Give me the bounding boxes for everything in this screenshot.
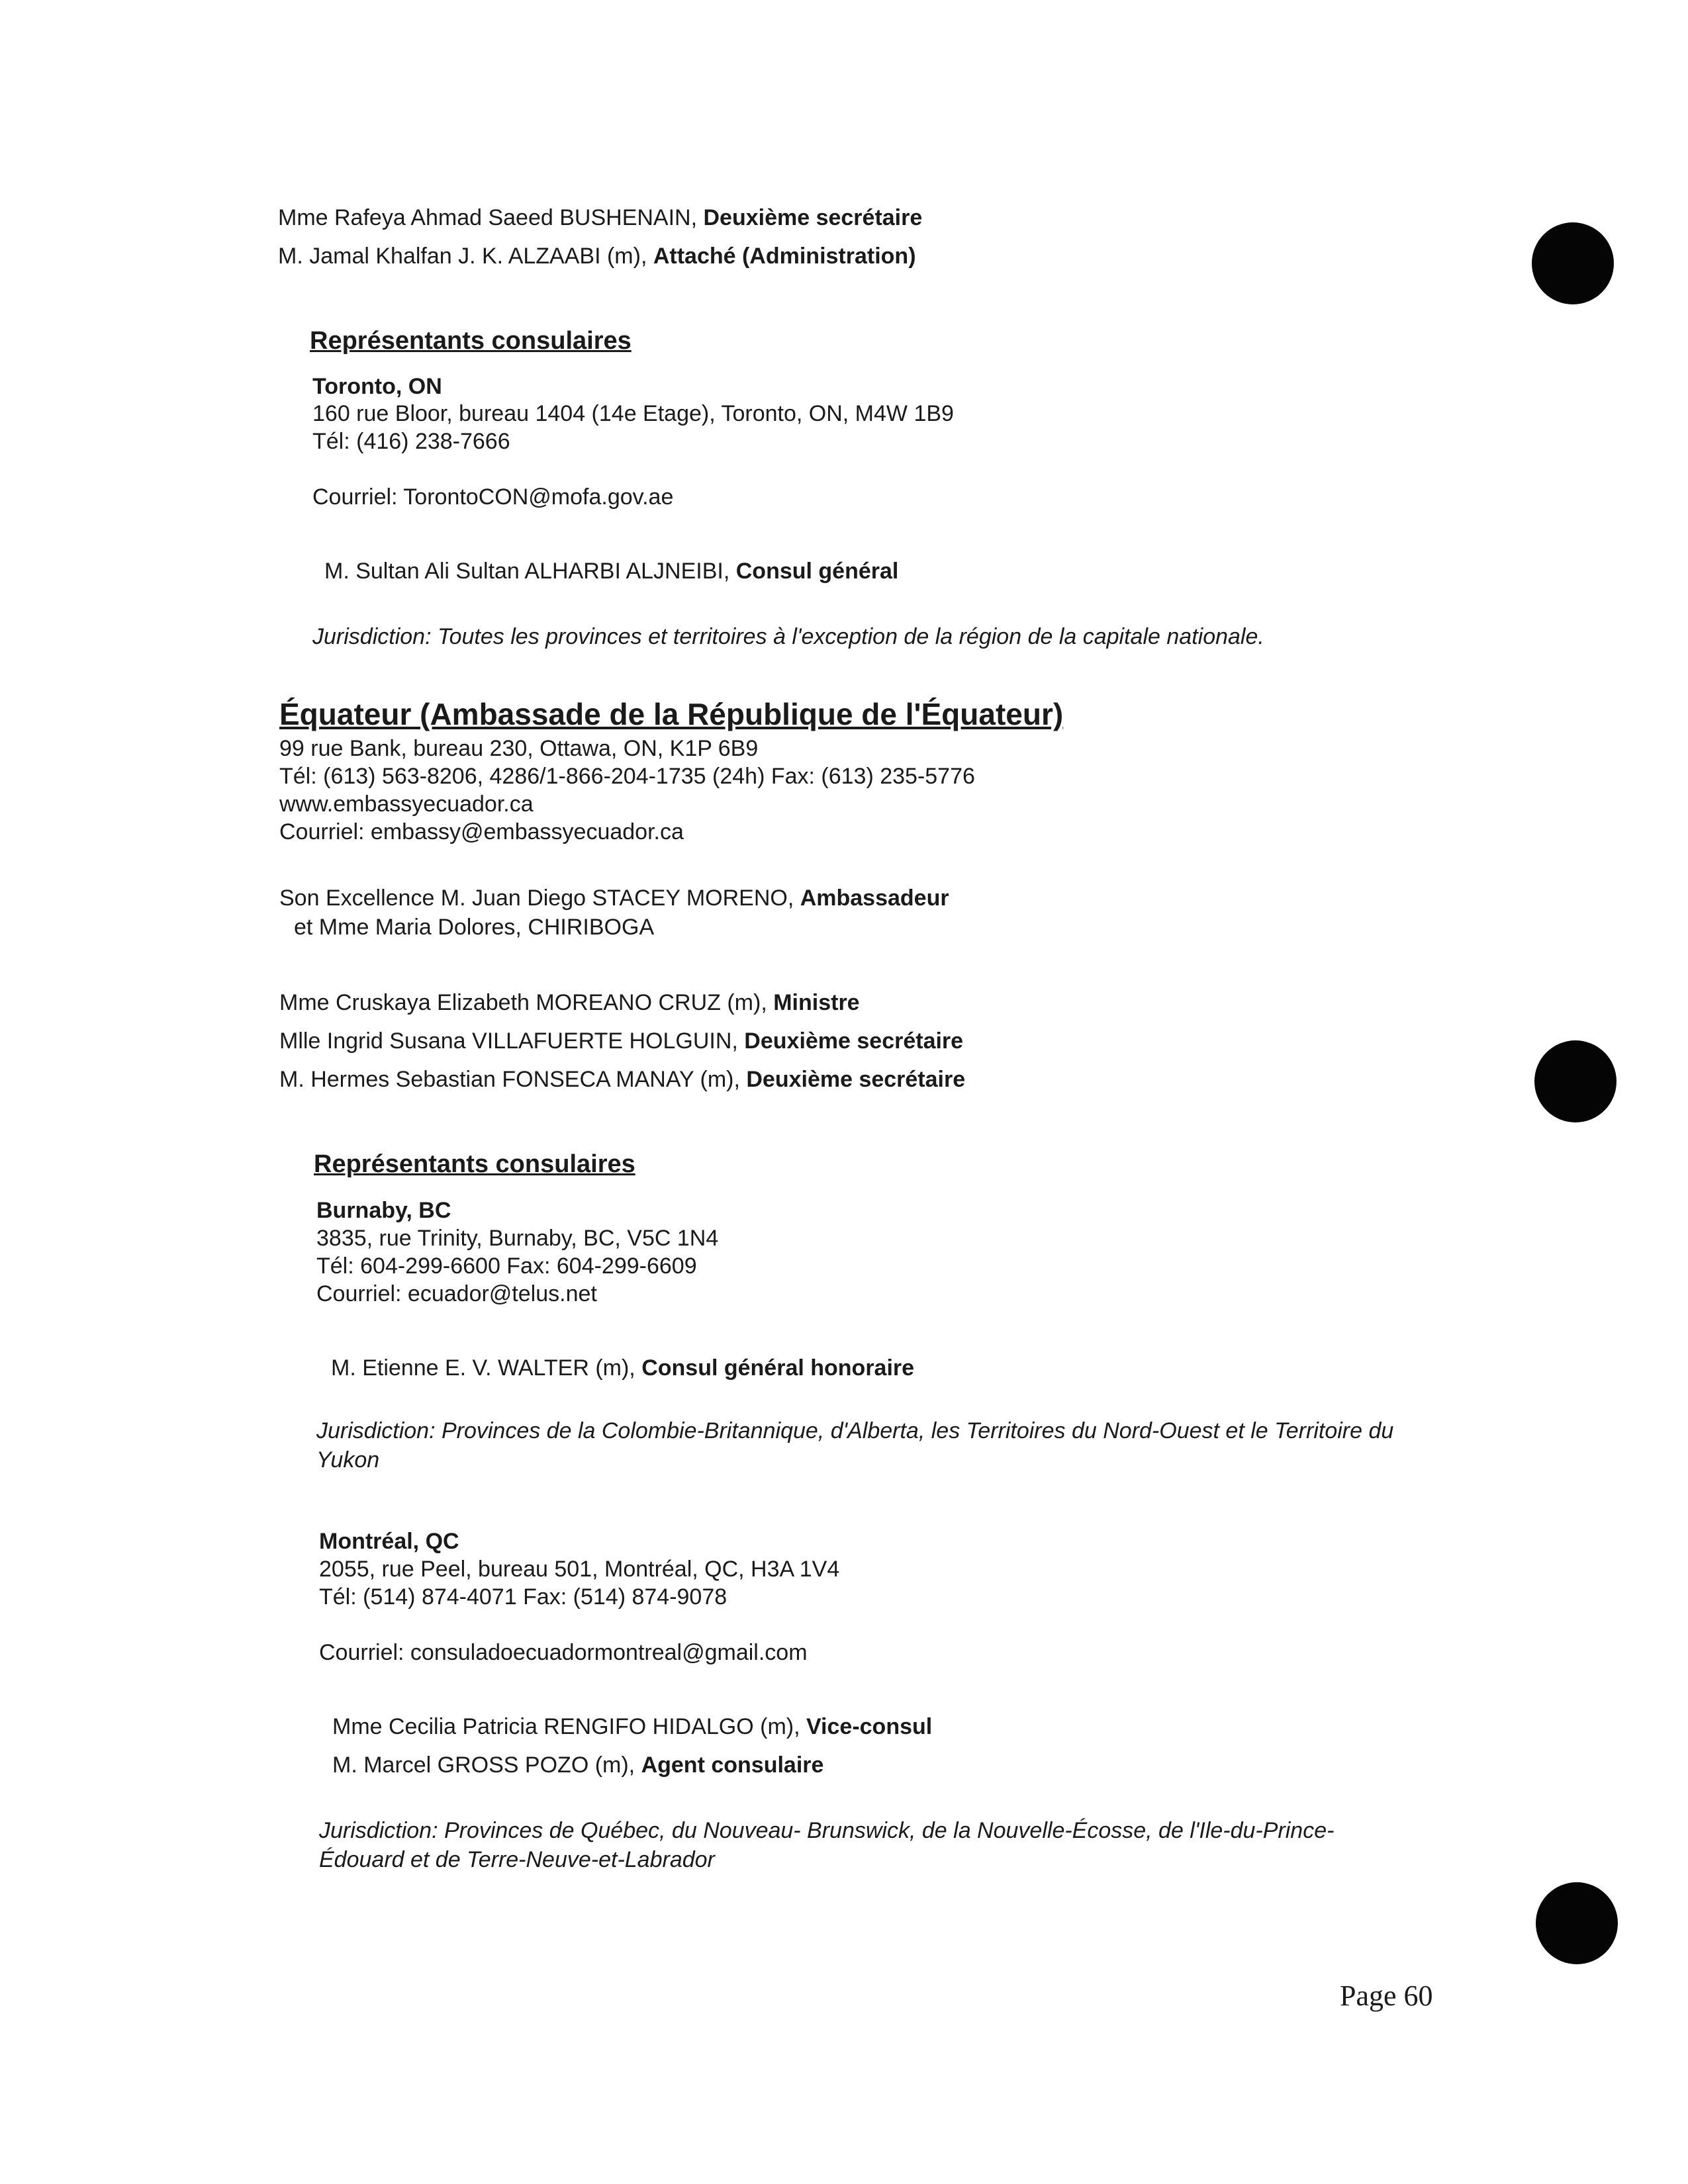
staff-name: M. Jamal Khalfan J. K. ALZAABI (m), <box>278 244 653 269</box>
consul-entry <box>332 1713 932 1741</box>
consulate-phone: Tél: (416) 238-7666 <box>312 429 510 454</box>
ambassador-spouse: et Mme Maria Dolores, CHIRIBOGA <box>294 915 655 940</box>
staff-entry <box>278 242 916 270</box>
consulate-email: Courriel: ecuador@telus.net <box>316 1281 597 1306</box>
consulate-address: 2055, rue Peel, bureau 501, Montréal, QC, H3A 1V4 <box>319 1557 840 1582</box>
consulate-email: Courriel: consuladoecuadormontreal@gmail.com <box>319 1640 808 1665</box>
embassy-address: 99 rue Bank, bureau 230, Ottawa, ON, K1P 6B9 <box>279 736 759 761</box>
consular-heading: Représentants consulaires <box>310 327 632 355</box>
staff-entry <box>279 989 860 1017</box>
consulate-city: Burnaby, BC <box>316 1198 451 1223</box>
embassy-website: www.embassyecuador.ca <box>279 792 534 817</box>
staff-name: Mme Cruskaya Elizabeth MOREANO CRUZ (m), <box>279 990 774 1015</box>
consular-heading: Représentants consulaires <box>314 1150 635 1178</box>
embassy-phone: Tél: (613) 563-8206, 4286/1-866-204-1735 (24h) Fax: (613) 235-5776 <box>279 764 975 789</box>
staff-title: Deuxième secrétaire <box>703 205 923 230</box>
ambassador-title: Ambassadeur <box>800 886 949 911</box>
staff-title: Deuxième secrétaire <box>744 1028 964 1054</box>
ambassador-entry <box>279 884 949 912</box>
consul-title: Consul général honoraire <box>641 1355 915 1381</box>
consulate-city: Montréal, QC <box>319 1529 459 1554</box>
jurisdiction-note: Jurisdiction: Toutes les provinces et territoires à l'exception de la région de la capitale nationale. <box>312 624 1264 649</box>
consulate-city: Toronto, ON <box>312 374 442 399</box>
country-heading: Équateur (Ambassade de la République de l'Équateur) <box>279 697 1064 731</box>
consul-name: M. Sultan Ali Sultan ALHARBI ALJNEIBI, <box>324 559 736 584</box>
staff-entry <box>279 1027 963 1055</box>
consulate-address: 3835, rue Trinity, Burnaby, BC, V5C 1N4 <box>316 1226 719 1251</box>
consul-title: Agent consulaire <box>641 1752 824 1778</box>
punch-hole <box>1536 1882 1618 1964</box>
page-number: Page 60 <box>1340 1979 1433 2012</box>
jurisdiction-note: Jurisdiction: Provinces de Québec, du Nouveau- Brunswick, de la Nouvelle-Écosse, de l'Ile-du-Prince-Édouard et de Terre-Neuve-et-Labrador <box>319 1818 1335 1872</box>
consulate-email: Courriel: TorontoCON@mofa.gov.ae <box>312 484 674 510</box>
staff-entry <box>279 1066 965 1093</box>
consul-entry <box>331 1354 914 1382</box>
punch-hole <box>1532 222 1614 304</box>
staff-title: Ministre <box>773 990 860 1015</box>
consulate-phone: Tél: (514) 874-4071 Fax: (514) 874-9078 <box>319 1584 727 1610</box>
consul-title: Vice-consul <box>806 1714 933 1739</box>
staff-name: M. Hermes Sebastian FONSECA MANAY (m), <box>279 1067 747 1092</box>
consulate-address: 160 rue Bloor, bureau 1404 (14e Etage), Toronto, ON, M4W 1B9 <box>312 401 954 426</box>
ambassador-name: Son Excellence M. Juan Diego STACEY MORENO, <box>279 886 800 911</box>
embassy-email: Courriel: embassy@embassyecuador.ca <box>279 819 684 844</box>
staff-title: Attaché (Administration) <box>653 244 916 269</box>
consul-name: M. Marcel GROSS POZO (m), <box>332 1752 641 1778</box>
consul-name: Mme Cecilia Patricia RENGIFO HIDALGO (m), <box>332 1714 806 1739</box>
consul-title: Consul général <box>735 559 899 584</box>
staff-entry <box>278 204 922 232</box>
staff-name: Mme Rafeya Ahmad Saeed BUSHENAIN, <box>278 205 704 230</box>
consul-entry <box>332 1751 823 1779</box>
staff-title: Deuxième secrétaire <box>746 1067 966 1092</box>
consulate-phone: Tél: 604-299-6600 Fax: 604-299-6609 <box>316 1253 697 1279</box>
consul-entry <box>324 557 898 585</box>
jurisdiction-note: Jurisdiction: Provinces de la Colombie-Britannique, d'Alberta, les Territoires du Nord-Ouest et le Territoire du Yukon <box>316 1418 1394 1473</box>
punch-hole <box>1534 1040 1617 1122</box>
consul-name: M. Etienne E. V. WALTER (m), <box>331 1355 642 1381</box>
staff-name: Mlle Ingrid Susana VILLAFUERTE HOLGUIN, <box>279 1028 745 1054</box>
